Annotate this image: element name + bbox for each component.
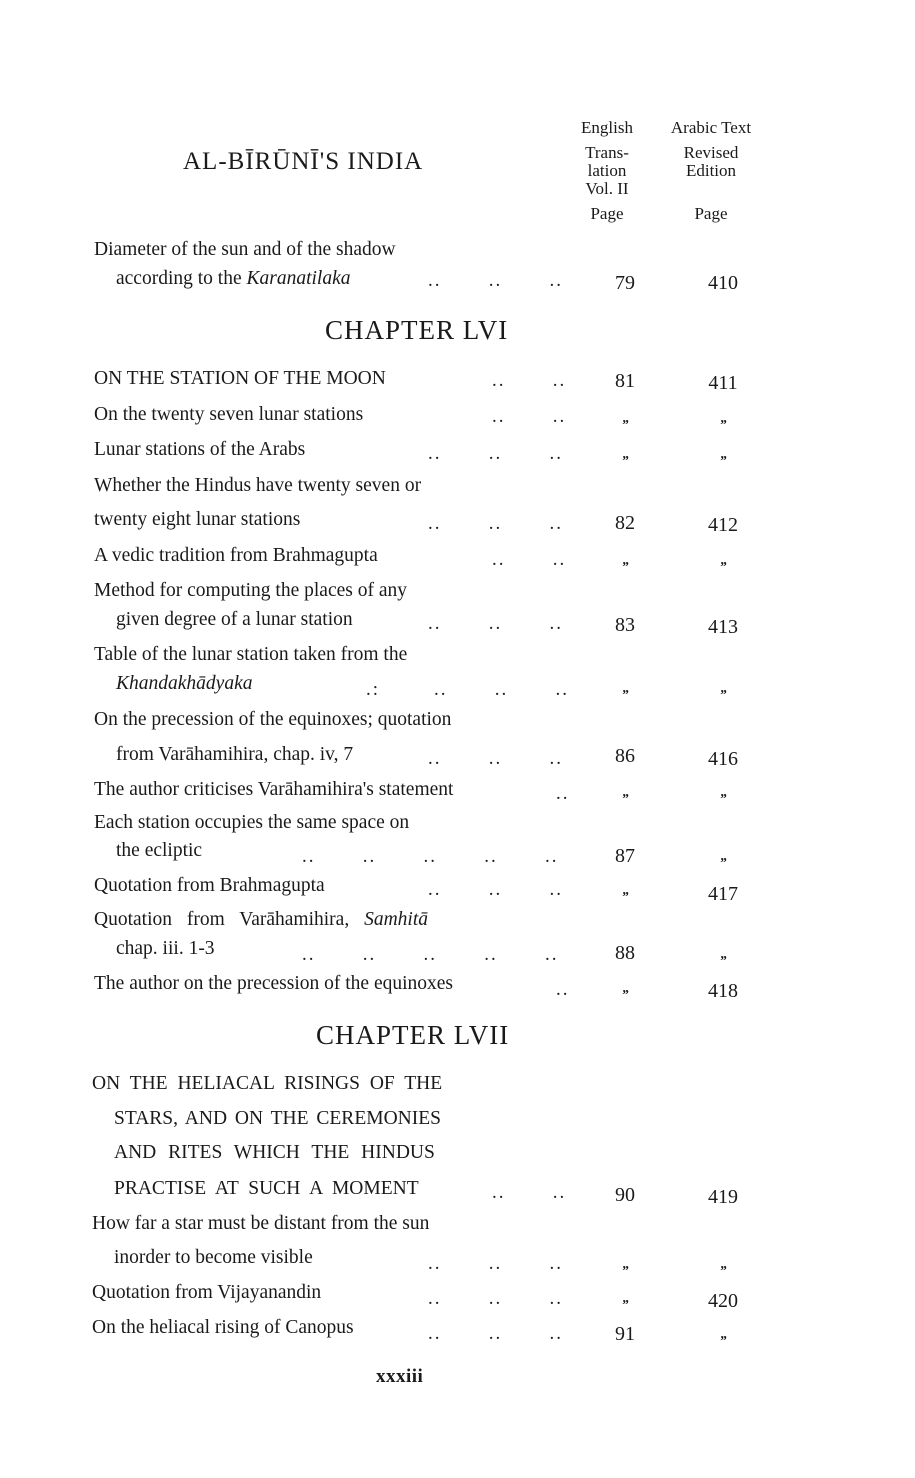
ditto-mark: ” bbox=[719, 954, 727, 969]
toc-entry-line-2: STARS, AND ON THE CEREMONIES bbox=[114, 1108, 441, 1129]
leader-dots: .. .. bbox=[492, 406, 567, 427]
leader-dots: .. .. .. bbox=[428, 1323, 563, 1344]
toc-entry: Whether the Hindus have twenty seven or bbox=[94, 475, 422, 496]
toc-entry-line-2: inorder to become visible bbox=[114, 1247, 313, 1268]
ditto-mark: ” bbox=[621, 890, 629, 905]
toc-entry: On the precession of the equinoxes; quotation bbox=[94, 709, 452, 730]
leader-dots: .: .. .. .. bbox=[366, 679, 570, 700]
ditto-mark: ” bbox=[621, 1298, 629, 1313]
ditto-mark: ” bbox=[719, 856, 727, 871]
toc-entry-text: Quotation from Varāhamihira, bbox=[94, 909, 365, 930]
toc-entry-line-4: PRACTISE AT SUCH A MOMENT bbox=[114, 1178, 419, 1199]
leader-dots: .. .. .. bbox=[428, 748, 563, 769]
column-header-english bbox=[565, 119, 649, 223]
chapter-heading: CHAPTER LVII bbox=[316, 1020, 510, 1050]
toc-entry: ON THE STATION OF THE MOON bbox=[94, 368, 386, 389]
ditto-mark: ” bbox=[621, 454, 629, 469]
toc-entry-line-3: AND RITES WHICH THE HINDUS bbox=[114, 1142, 435, 1163]
chapter-heading: CHAPTER LVI bbox=[325, 315, 509, 345]
toc-entry-line-2: twenty eight lunar stations bbox=[94, 509, 301, 530]
toc-entry: On the heliacal rising of Canopus bbox=[92, 1317, 354, 1338]
page-en: 79 bbox=[615, 272, 635, 294]
page-ar: 411 bbox=[708, 372, 738, 394]
toc-entry: The author criticises Varāhamihira's statement bbox=[94, 779, 454, 800]
toc-entry: Quotation from Vijayanandin bbox=[92, 1282, 322, 1303]
toc-entry: Lunar stations of the Arabs bbox=[94, 439, 306, 460]
column-header-arabic bbox=[655, 119, 767, 223]
arabic-head-1: Arabic Text bbox=[670, 118, 752, 137]
leader-dots: .. .. .. .. .. bbox=[302, 846, 559, 867]
ditto-mark: ” bbox=[621, 1264, 629, 1279]
page-en: 90 bbox=[615, 1184, 635, 1206]
page-number: xxxiii bbox=[376, 1366, 424, 1387]
ditto-mark: ” bbox=[621, 560, 629, 575]
page-ar: 412 bbox=[708, 514, 738, 536]
ditto-mark: ” bbox=[719, 792, 727, 807]
page-en: 88 bbox=[615, 942, 635, 964]
page-en: 87 bbox=[615, 845, 635, 867]
toc-entry: Method for computing the places of any bbox=[94, 580, 407, 601]
page-ar: 413 bbox=[708, 616, 738, 638]
leader-dots: .. .. bbox=[492, 1182, 567, 1203]
ditto-mark: ” bbox=[719, 688, 727, 703]
lead-line-2-italic: Karanatilaka bbox=[246, 268, 351, 289]
toc-entry: The author on the precession of the equinoxes bbox=[94, 973, 454, 994]
english-head-5: Page bbox=[590, 204, 624, 223]
toc-entry-line-2: from Varāhamihira, chap. iv, 7 bbox=[116, 744, 354, 765]
arabic-head-2: Revised bbox=[683, 143, 739, 162]
leader-dots: .. .. bbox=[492, 370, 567, 391]
toc-entry: Quotation from Brahmagupta bbox=[94, 875, 325, 896]
toc-entry-italic: Samhitā bbox=[364, 909, 428, 930]
page-ar: 420 bbox=[708, 1290, 738, 1312]
page-en: 91 bbox=[615, 1323, 635, 1345]
toc-entry: Each station occupies the same space on bbox=[94, 812, 410, 833]
toc-entry: How far a star must be distant from the sun bbox=[92, 1213, 430, 1234]
leader-dots: .. .. bbox=[492, 549, 567, 570]
page-ar: 419 bbox=[708, 1186, 738, 1208]
toc-entry-line-2: chap. iii. 1-3 bbox=[116, 938, 215, 959]
page-en: 81 bbox=[615, 370, 635, 392]
ditto-mark: ” bbox=[621, 988, 629, 1003]
leader-dots: .. .. .. bbox=[428, 1288, 563, 1309]
leader-dots: .. bbox=[556, 783, 570, 804]
ditto-mark: ” bbox=[719, 560, 727, 575]
leader-dots: .. .. .. bbox=[428, 270, 563, 291]
toc-entry-italic: Khandakhādyaka bbox=[116, 673, 253, 694]
toc-entry bbox=[94, 909, 498, 931]
ditto-mark: ” bbox=[719, 454, 727, 469]
page-en: 83 bbox=[615, 614, 635, 636]
page-ar: 418 bbox=[708, 980, 738, 1002]
page-ar: 416 bbox=[708, 748, 738, 770]
arabic-head-4: Page bbox=[694, 204, 728, 223]
page-title: AL-BĪRŪNĪ'S INDIA bbox=[183, 148, 424, 175]
english-head-2: Trans- bbox=[585, 143, 629, 162]
toc-entry-line-2: the ecliptic bbox=[116, 840, 203, 861]
toc-entry: A vedic tradition from Brahmagupta bbox=[94, 545, 378, 566]
toc-entry: On the twenty seven lunar stations bbox=[94, 404, 364, 425]
lead-line-2 bbox=[116, 268, 351, 290]
page-en: 82 bbox=[615, 512, 635, 534]
leader-dots: .. .. .. bbox=[428, 879, 563, 900]
leader-dots: .. .. .. .. .. bbox=[302, 944, 559, 965]
toc-entry-line-2: given degree of a lunar station bbox=[116, 609, 353, 630]
leader-dots: .. .. .. bbox=[428, 1253, 563, 1274]
arabic-head-3: Edition bbox=[685, 161, 737, 180]
leader-dots: .. .. .. bbox=[428, 613, 563, 634]
ditto-mark: ” bbox=[621, 792, 629, 807]
english-head-1: English bbox=[581, 118, 633, 137]
ditto-mark: ” bbox=[621, 688, 629, 703]
english-head-4: Vol. II bbox=[585, 179, 629, 198]
leader-dots: .. .. .. bbox=[428, 443, 563, 464]
ditto-mark: ” bbox=[621, 418, 629, 433]
ditto-mark: ” bbox=[719, 418, 727, 433]
page-en: 86 bbox=[615, 745, 635, 767]
page-ar: 417 bbox=[708, 883, 738, 905]
toc-entry-line-2 bbox=[116, 673, 252, 695]
toc-entry: Table of the lunar station taken from the bbox=[94, 644, 408, 665]
lead-line-2-text: according to the bbox=[116, 268, 247, 289]
page-ar: 410 bbox=[708, 272, 738, 294]
ditto-mark: ” bbox=[719, 1334, 727, 1349]
english-head-3: lation bbox=[587, 161, 627, 180]
leader-dots: .. .. .. bbox=[428, 513, 563, 534]
leader-dots: .. bbox=[556, 979, 570, 1000]
lead-line-1: Diameter of the sun and of the shadow bbox=[94, 239, 396, 260]
ditto-mark: ” bbox=[719, 1264, 727, 1279]
toc-entry: ON THE HELIACAL RISINGS OF THE bbox=[92, 1073, 443, 1094]
